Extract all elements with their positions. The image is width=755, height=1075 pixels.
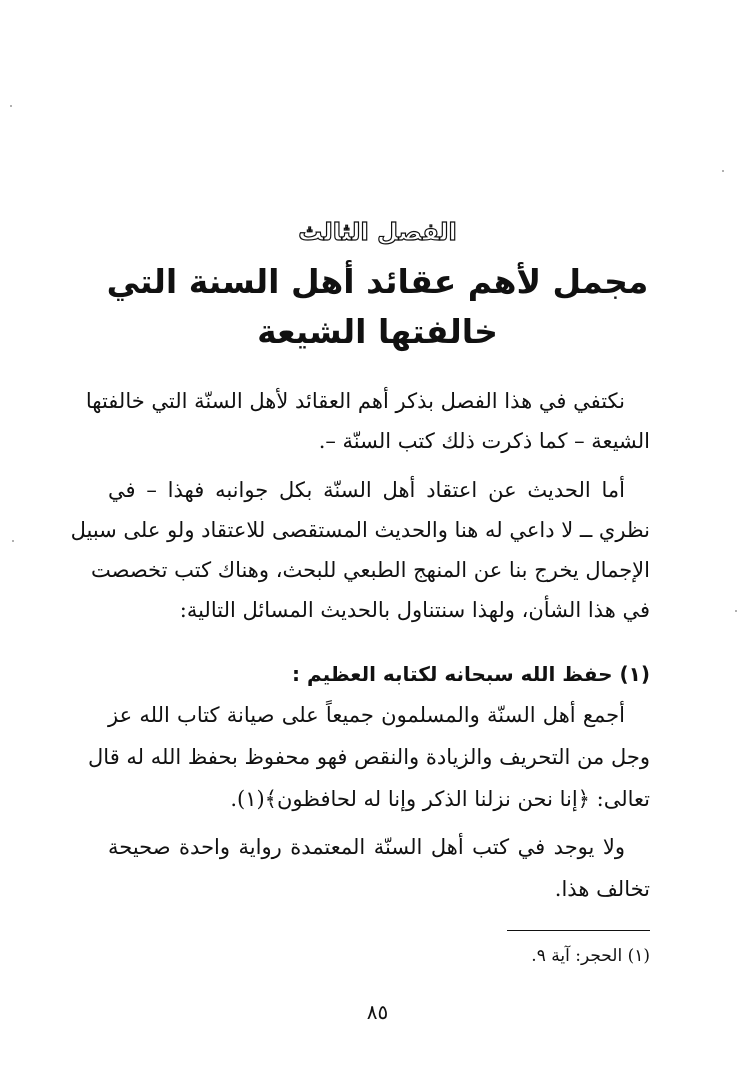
scan-speck [12, 540, 14, 542]
intro-paragraph-1-line-1: نكتفي في هذا الفصل بذكر أهم العقائد لأهل السنّة التي خالفتها [85, 389, 625, 413]
intro-paragraph-2-line-3: الإجمال يخرج بنا عن المنهج الطبعي للبحث، وهناك كتب تخصصت [91, 558, 650, 582]
chapter-title-line-1: مجمل لأهم عقائد أهل السنة التي [106, 262, 649, 301]
scan-speck [10, 105, 12, 107]
section-1-paragraph-1-line-2: وجل من التحريف والزيادة والنقص فهو محفوظ بحفظ الله له قال [88, 745, 650, 769]
chapter-title-line-2: خالفتها الشيعة [257, 312, 498, 351]
chapter-label: الفصل الثالث [298, 218, 457, 246]
intro-paragraph-2-line-4: في هذا الشأن، ولهذا سنتناول بالحديث المسائل التالية: [179, 598, 650, 622]
section-1-paragraph-1-line-1: أجمع أهل السنّة والمسلمون جميعاً على صيانة كتاب الله عز [108, 703, 625, 727]
section-1-paragraph-1-line-3: تعالى: ﴿إنا نحن نزلنا الذكر وإنا له لحافظون﴾(١). [230, 787, 650, 811]
intro-paragraph-2-line-2: نظري ــ لا داعي له هنا والحديث المستقصى للاعتقاد ولو على سبيل [70, 518, 650, 542]
intro-paragraph-1-line-2: الشيعة – كما ذكرت ذلك كتب السنّة –. [318, 429, 650, 453]
footnote-1: (١) الحجر: آية ٩. [531, 946, 650, 966]
scan-speck [735, 610, 737, 612]
scan-speck [722, 170, 724, 172]
section-1-paragraph-2-line-2: تخالف هذا. [554, 877, 650, 901]
page-number: ٨٥ [366, 1000, 389, 1024]
footnote-separator [507, 930, 650, 931]
section-1-heading: (١) حفظ الله سبحانه لكتابه العظيم : [292, 662, 650, 686]
intro-paragraph-2-line-1: أما الحديث عن اعتقاد أهل السنّة بكل جوانبه فهذا – في [108, 478, 625, 502]
section-1-paragraph-2-line-1: ولا يوجد في كتب أهل السنّة المعتمدة رواية واحدة صحيحة [108, 835, 625, 859]
